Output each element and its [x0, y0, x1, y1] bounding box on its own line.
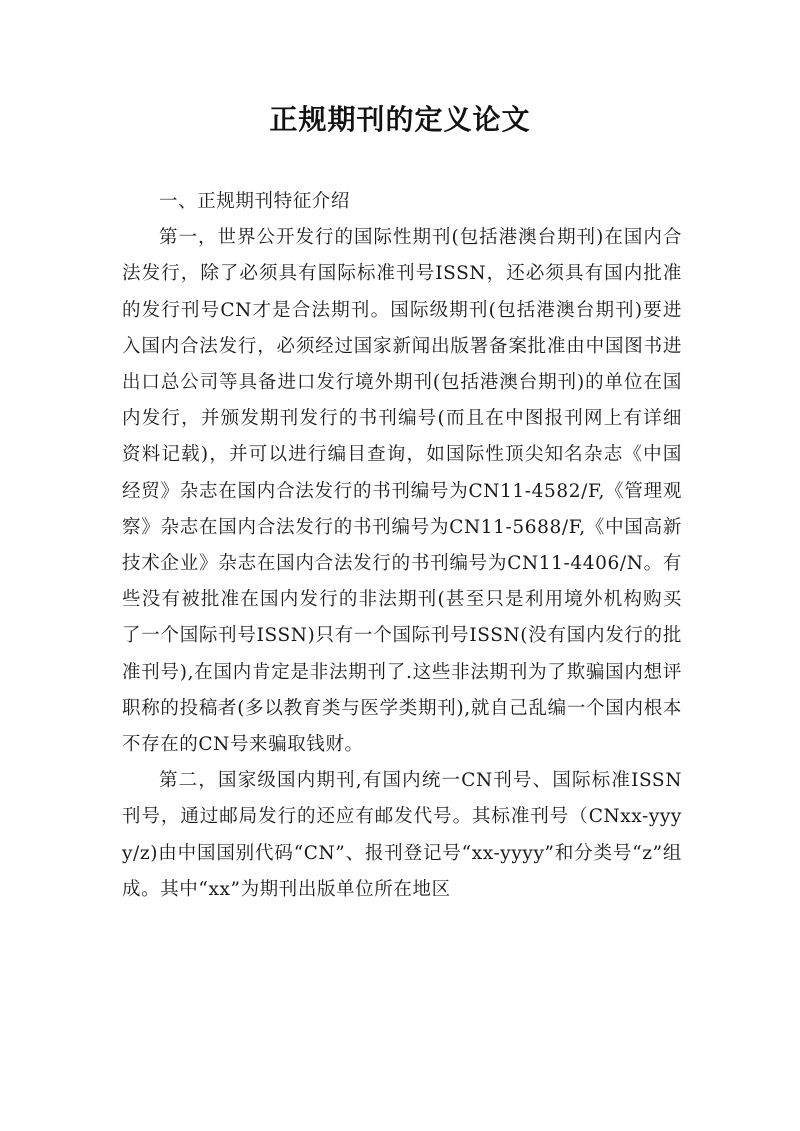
- paragraph-first: 第一，世界公开发行的国际性期刊(包括港澳台期刊)在国内合法发行，除了必须具有国际标准刊号ISSN，还必须具有国内批准的发行刊号CN才是合法期刊。国际级期刊(包括港澳台期刊)要进入国内合法发行，必须经过国家新闻出版署备案批准由中国图书进出口总公司等具备进口发行境外期刊(包括港澳台期刊)的单位在国内发行，并颁发期刊发行的书刊编号(而且在中图报刊网上有详细资料记载)，并可以进行编目查询，如国际性顶尖知名杂志《中国经贸》杂志在国内合法发行的书刊编号为CN11-4582/F,《管理观察》杂志在国内合法发行的书刊编号为CN11-5688/F,《中国高新技术企业》杂志在国内合法发行的书刊编号为CN11-4406/N。有些没有被批准在国内发行的非法期刊(甚至只是利用境外机构购买了一个国际刊号ISSN)只有一个国际刊号ISSN(没有国内发行的批准刊号),在国内肯定是非法期刊了.这些非法期刊为了欺骗国内想评职称的投稿者(多以教育类与医学类期刊),就自己乱编一个国内根本不存在的CN号来骗取钱财。: [122, 227, 682, 756]
- document-body: [122, 184, 682, 908]
- document-title: 正规期刊的定义论文: [269, 103, 531, 136]
- section-heading: 一、正规期刊特征介绍: [159, 191, 351, 212]
- paragraph-second: 第二，国家级国内期刊,有国内统一CN刊号、国际标准ISSN刊号，通过邮局发行的还应有邮发代号。其标准刊号（CNxx-yyyy/z)由中国国别代码“CN”、报刊登记号“xx-yyyy”和分类号“z”组成。其中“xx”为期刊出版单位所在地区: [122, 770, 682, 900]
